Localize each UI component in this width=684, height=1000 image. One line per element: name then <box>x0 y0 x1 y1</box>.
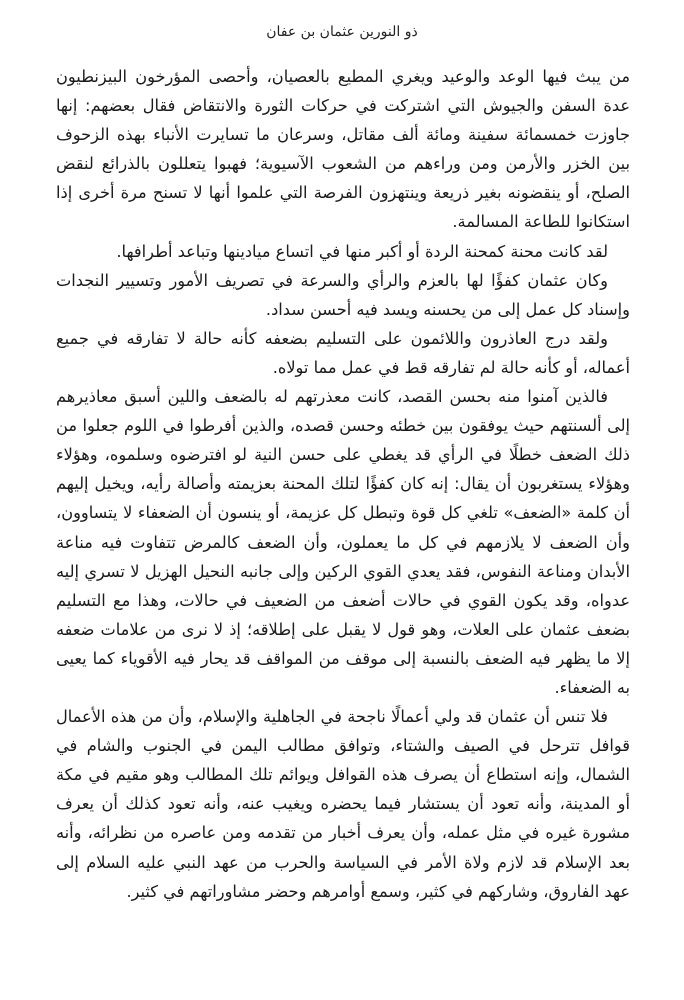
paragraph: من يبث فيها الوعد والوعيد ويغري المطيع بالعصيان، وأحصى المؤرخون البيزنطيون عدة السفن والجيوش التي اشتركت في حركات الثورة والانتقاض فقال بعضهم: إنها جاوزت خمسمائة سفينة ومائة ألف مقاتل، وسرعان ما تسايرت الأنباء بهذه الزحوف بين الخزر والأرمن ومن وراءهم من الشعوب الآسيوية؛ فهبوا يتعللون بالذرائع لنقض الصلح، أو ينقضونه بغير ذريعة وينتهزون الفرصة التي علموا أنها لا تسنح مرة أخرى إذا استكانوا للطاعة المسالمة. <box>56 67 630 232</box>
running-header-title: ذو النورين عثمان بن عفان <box>266 24 418 40</box>
paragraph: فلا تنس أن عثمان قد ولي أعمالًا ناجحة في الجاهلية والإسلام، وأن من هذه الأعمال قوافل تترحل في الصيف والشتاء، وتوافق مطالب اليمن في الجنوب والشام في الشمال، وإنه استطاع أن يصرف هذه القوافل ويوائم تلك المطالب وهو مقيم في مكة أو المدينة، وأنه تعود أن يستشار فيما يحضره ويغيب عنه، وأنه تعود كذلك أن يعرف مشورة غيره في مثل عمله، وأن يعرف أخبار من تقدمه ومن عاصره من نظرائه، وأنه بعد الإسلام قد لازم ولاة الأمر في السياسة والحرب من عهد النبي عليه السلام إلى عهد الفاروق، وشاركهم في كثير، وسمع أوامرهم وحضر مشاوراتهم في كثير. <box>56 707 630 901</box>
paragraph: وكان عثمان كفؤًا لها بالعزم والرأي والسرعة في تصريف الأمور وتسيير النجدات وإسناد كل عمل إلى من يحسنه ويسد فيه أحسن سداد. <box>56 270 630 319</box>
body-text <box>56 62 630 906</box>
paragraph: فالذين آمنوا منه بحسن القصد، كانت معذرتهم له بالضعف واللين أسبق معاذيرهم إلى ألسنتهم حيث يوفقون بين خطئه وحسن قصده، والذين أفرطوا في اللوم جعلوا من ذلك الضعف خطلًا في الرأي قد يغطي على حسن النية لو افترضوه وسلموه، وهؤلاء وهؤلاء يستغربون أن يقال: إنه كان كفؤًا لتلك المحنة بعزيمته وأصالة رأيه، ويخيل إليهم أن كلمة «الضعف» تلغي كل قوة وتبطل كل عزيمة، أو ينسون أن الضعفاء لا يتساوون، وأن الضعف لا يلازمهم في كل ما يعملون، وأن الضعف كالمرض تتفاوت فيه مناعة الأبدان ومناعة النفوس، فقد يعدي القوي الركين وإلى جانبه النحيل الهزيل لا تسري إليه عدواه، وقد يكون القوي في حالات أضعف من الضعيف في حالات، وهذا مع التسليم بضعف عثمان على العلات، وهو قول لا يقبل على إطلاقه؛ إذ لا نرى من علامات ضعفه إلا ما يظهر فيه الضعف بالنسبة إلى موقف من المواقف قد يحار فيه الأقوياء كما يعيى به الضعفاء. <box>56 387 630 697</box>
paragraph: لقد كانت محنة كمحنة الردة أو أكبر منها في اتساع ميادينها وتباعد أطرافها. <box>116 241 608 261</box>
paragraph: ولقد درج العاذرون واللائمون على التسليم بضعفه كأنه حالة لا تفارقه في جميع أعماله، أو كأنه حالة لم تفارقه قط في عمل مما تولاه. <box>56 328 630 377</box>
